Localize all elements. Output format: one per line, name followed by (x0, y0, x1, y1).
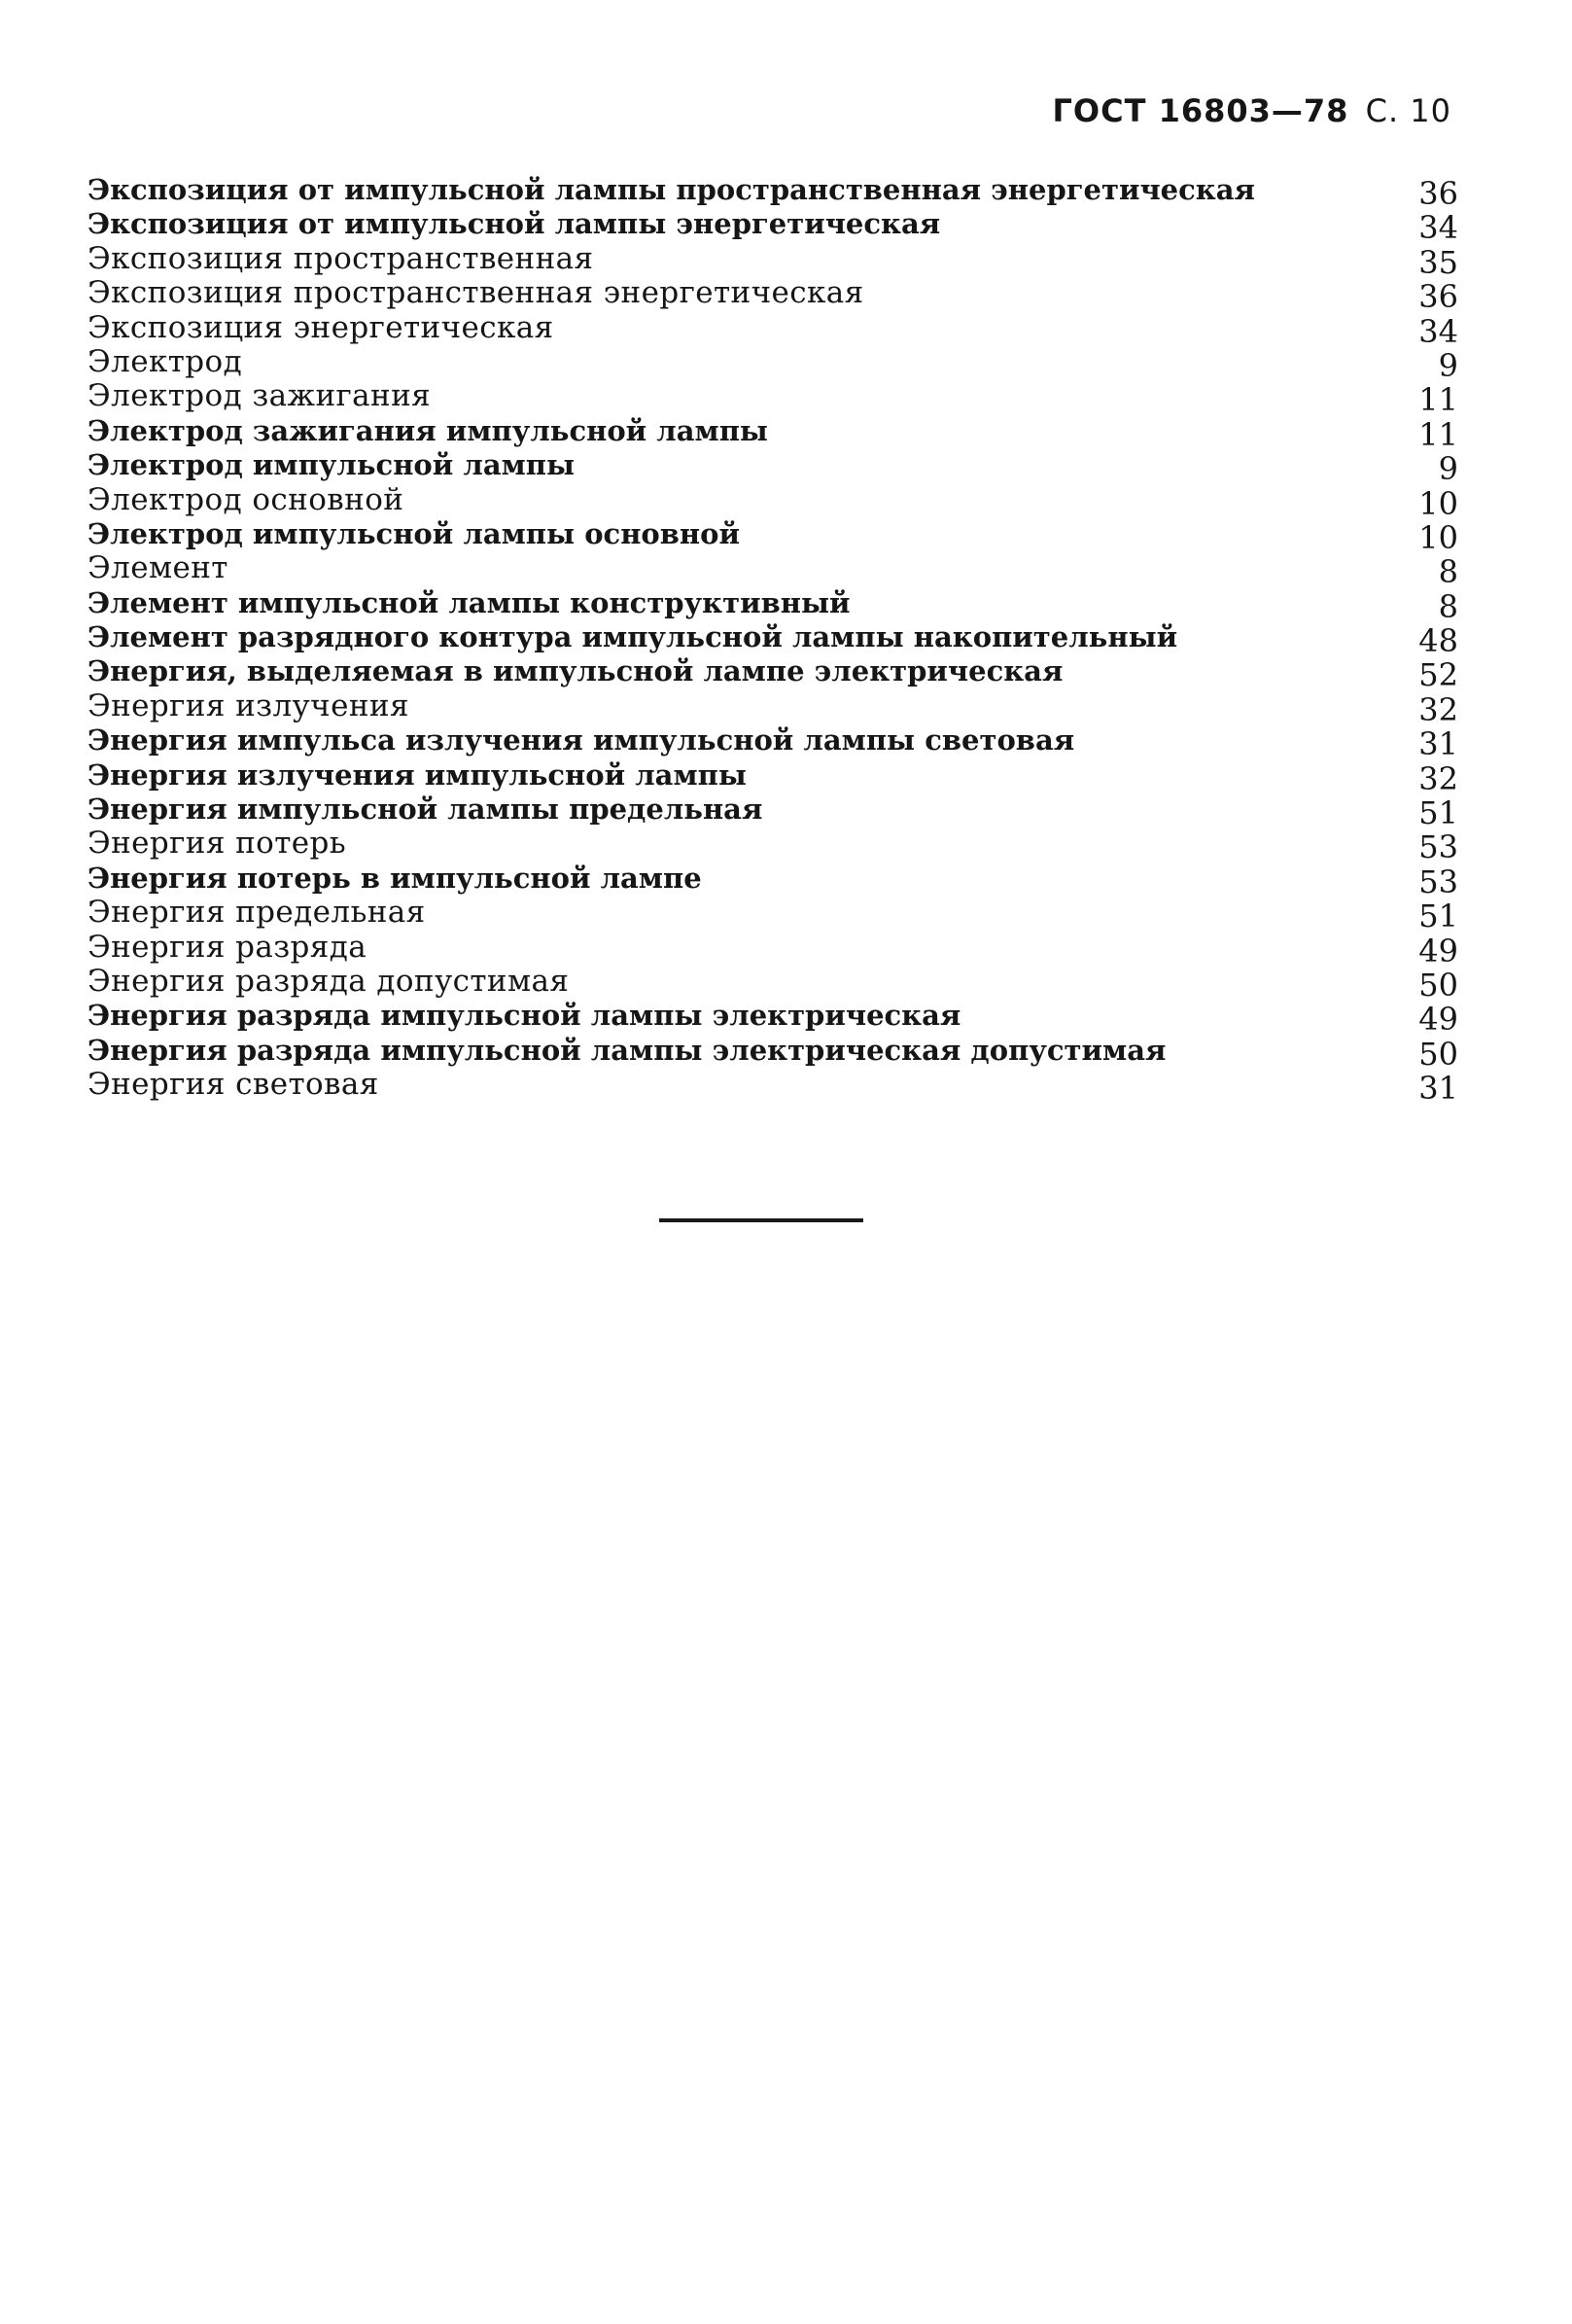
index-page-ref: 11 (1418, 381, 1458, 419)
index-entry (87, 516, 1458, 556)
index-term: Электрод основной (87, 481, 404, 517)
index-page-ref: 49 (1418, 932, 1458, 969)
alphabetical-index (87, 173, 1458, 1108)
index-term: Энергия импульса излучения импульсной лампы световая (87, 723, 1075, 757)
index-term: Элемент (87, 550, 228, 586)
index-term: Электрод зажигания (87, 378, 432, 414)
index-term: Энергия излучения импульсной лампы (87, 757, 747, 792)
index-entry (87, 413, 1458, 453)
index-page-ref: 53 (1418, 863, 1458, 900)
index-entry (87, 448, 1458, 488)
index-term: Энергия излучения (87, 687, 409, 723)
index-entry (87, 792, 1458, 832)
index-entry (87, 826, 1458, 866)
index-entry (87, 620, 1458, 660)
index-page-ref: 8 (1438, 587, 1458, 625)
index-page-ref: 10 (1418, 518, 1458, 556)
index-term: Энергия потерь в импульсной лампе (87, 861, 702, 895)
index-entry (87, 378, 1458, 419)
index-term: Энергия потерь (87, 826, 347, 862)
index-entry (87, 723, 1458, 763)
index-page-ref: 34 (1418, 312, 1458, 350)
index-page-ref: 52 (1418, 656, 1458, 694)
index-entry (87, 687, 1458, 728)
index-term: Энергия разряда импульсной лампы электрическая допустимая (87, 1033, 1167, 1067)
index-page-ref: 53 (1418, 828, 1458, 866)
index-entry (87, 895, 1458, 935)
index-entry (87, 550, 1458, 591)
end-rule (659, 1218, 863, 1222)
index-page-ref: 9 (1438, 346, 1458, 384)
index-page-ref: 51 (1418, 794, 1458, 832)
index-page-ref: 8 (1438, 553, 1458, 591)
index-entry (87, 481, 1458, 522)
index-entry (87, 173, 1458, 212)
standard-number: ГОСТ 16803—78 (1052, 92, 1349, 129)
index-term: Экспозиция от импульсной лампы энергетическая (87, 207, 941, 241)
index-entry (87, 963, 1458, 1004)
index-page-ref: 31 (1418, 725, 1458, 763)
index-term: Электрод зажигания импульсной лампы (87, 413, 769, 447)
index-term: Экспозиция от импульсной лампы пространственная энергетическая (87, 173, 1255, 206)
index-entry (87, 654, 1458, 694)
index-entry (87, 275, 1458, 316)
index-term: Экспозиция энергетическая (87, 309, 554, 345)
index-term: Элемент импульсной лампы конструктивный (87, 585, 851, 619)
index-term: Энергия разряда (87, 929, 367, 965)
index-entry (87, 999, 1458, 1039)
index-entry (87, 861, 1458, 900)
index-page-ref: 34 (1418, 209, 1458, 247)
index-entry (87, 1033, 1458, 1073)
index-entry (87, 929, 1458, 969)
index-entry (87, 309, 1458, 350)
page-header (1053, 92, 1451, 129)
index-page-ref: 48 (1418, 622, 1458, 660)
index-entry (87, 240, 1458, 281)
index-page-ref: 51 (1418, 898, 1458, 935)
index-entry (87, 343, 1458, 384)
index-page-ref: 36 (1418, 175, 1458, 212)
index-page-ref: 31 (1418, 1070, 1458, 1108)
index-page-ref: 35 (1418, 243, 1458, 281)
index-entry (87, 757, 1458, 797)
index-term: Электрод (87, 343, 243, 379)
page-number: С. 10 (1365, 92, 1451, 129)
index-page-ref: 32 (1418, 690, 1458, 728)
index-page-ref: 32 (1418, 759, 1458, 797)
index-page-ref: 36 (1418, 278, 1458, 316)
index-page-ref: 49 (1418, 1001, 1458, 1039)
index-term: Электрод импульсной лампы основной (87, 516, 740, 550)
index-term: Экспозиция пространственная (87, 240, 594, 276)
index-term: Энергия световая (87, 1067, 379, 1103)
index-page-ref: 9 (1438, 450, 1458, 488)
index-entry (87, 207, 1458, 247)
index-term: Экспозиция пространственная энергетическая (87, 275, 864, 311)
index-entry (87, 585, 1458, 625)
index-term: Электрод импульсной лампы (87, 448, 576, 482)
index-term: Элемент разрядного контура импульсной лампы накопительный (87, 620, 1178, 654)
index-page-ref: 50 (1418, 966, 1458, 1004)
index-term: Энергия предельная (87, 895, 426, 931)
index-term: Энергия разряда допустимая (87, 963, 570, 999)
index-page-ref: 50 (1418, 1035, 1458, 1073)
index-term: Энергия импульсной лампы предельная (87, 792, 763, 827)
index-term: Энергия разряда импульсной лампы электрическая (87, 999, 961, 1033)
index-term: Энергия, выделяемая в импульсной лампе электрическая (87, 654, 1064, 688)
index-page-ref: 10 (1418, 484, 1458, 522)
index-entry (87, 1067, 1458, 1108)
index-page-ref: 11 (1418, 415, 1458, 453)
